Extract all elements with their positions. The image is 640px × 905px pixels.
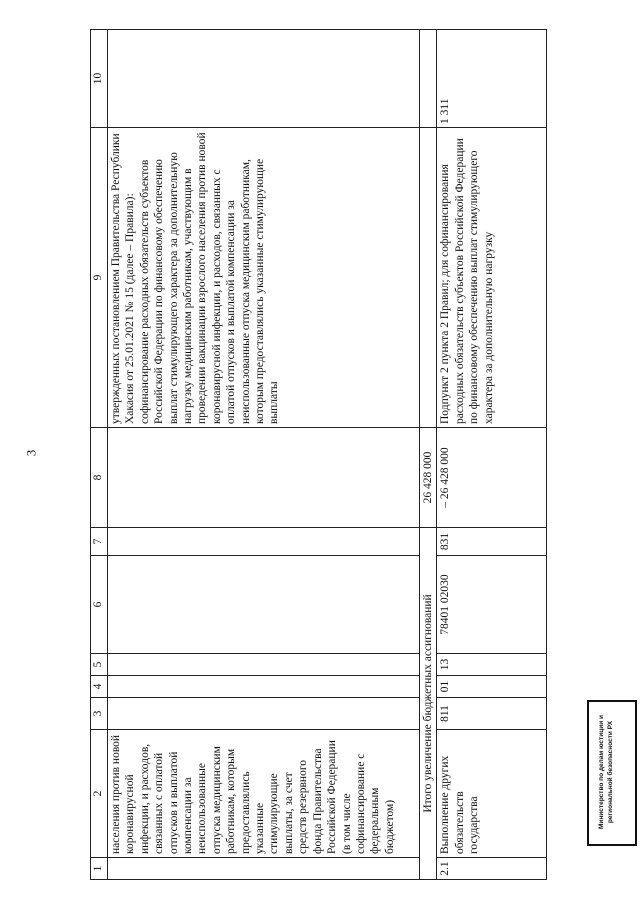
header-cell: 10 xyxy=(91,30,108,128)
header-cell: 7 xyxy=(91,528,108,556)
description-cell: населения против новой коронавирусной инфекции, и расходов, связанных с оплатой отпусков и выплатой компенсации за неиспользованные отпуска медицинским работникам, которым предоставлялись указанные стимулирующие выплаты, за счет средств резервного фонда Правительства Российской Федерации (в том числе софинансирование с федеральным бюджетом) xyxy=(108,730,420,858)
total-value: 26 428 000 xyxy=(420,428,437,528)
header-cell: 9 xyxy=(91,128,108,428)
description-cell: Выполнение других обязательств государства xyxy=(437,730,547,858)
code-cell: 1 311 xyxy=(437,30,547,128)
total-row xyxy=(420,30,437,880)
header-cell: 1 xyxy=(91,858,108,880)
header-cell: 6 xyxy=(91,556,108,654)
code-cell: 831 xyxy=(437,528,547,556)
header-cell: 3 xyxy=(91,698,108,730)
header-cell: 5 xyxy=(91,654,108,676)
table-row xyxy=(437,30,547,880)
ministry-stamp: Министерство по делам юстиции и региональной безопасности РХ xyxy=(587,700,637,846)
basis-cell: утвержденных постановлением Правительства Республики Хакасия от 25.01.2021 № 15 (далее – Правила): софинансирование расходных обязательств субъектов Российской Федерации по финансовому обеспечению выплат стимулирующего характера за дополнительную нагрузку медицинским работникам, участвующим в проведении вакцинации взрослого населения против новой коронавирусной инфекции, и расходов, связанных с оплатой отпусков и выплатой компенсации за неиспользованные отпуска медицинским работникам, которым предоставлялись указанные стимулирующие выплаты xyxy=(108,128,420,428)
rotated-table-wrapper xyxy=(90,30,610,880)
code-cell: 78401 02030 xyxy=(437,556,547,654)
amount-cell: – 26 428 000 xyxy=(437,428,547,528)
code-cell: 811 xyxy=(437,698,547,730)
row-number: 2.1 xyxy=(437,858,547,880)
code-cell: 13 xyxy=(437,654,547,676)
total-label: Итого увеличение бюджетных ассигнований xyxy=(420,528,437,880)
table-row xyxy=(108,30,420,880)
code-cell: 01 xyxy=(437,676,547,698)
page-number: 3 xyxy=(23,449,39,457)
header-cell: 2 xyxy=(91,730,108,858)
header-cell: 4 xyxy=(91,676,108,698)
budget-table xyxy=(90,29,547,880)
header-cell: 8 xyxy=(91,428,108,528)
basis-cell: Подпункт 2 пункта 2 Правил; для софинансирования расходных обязательств субъектов Российской Федерации по финансовому обеспечению выплат стимулирующего характера за дополнительную нагрузку xyxy=(437,128,547,428)
header-row xyxy=(91,30,108,880)
